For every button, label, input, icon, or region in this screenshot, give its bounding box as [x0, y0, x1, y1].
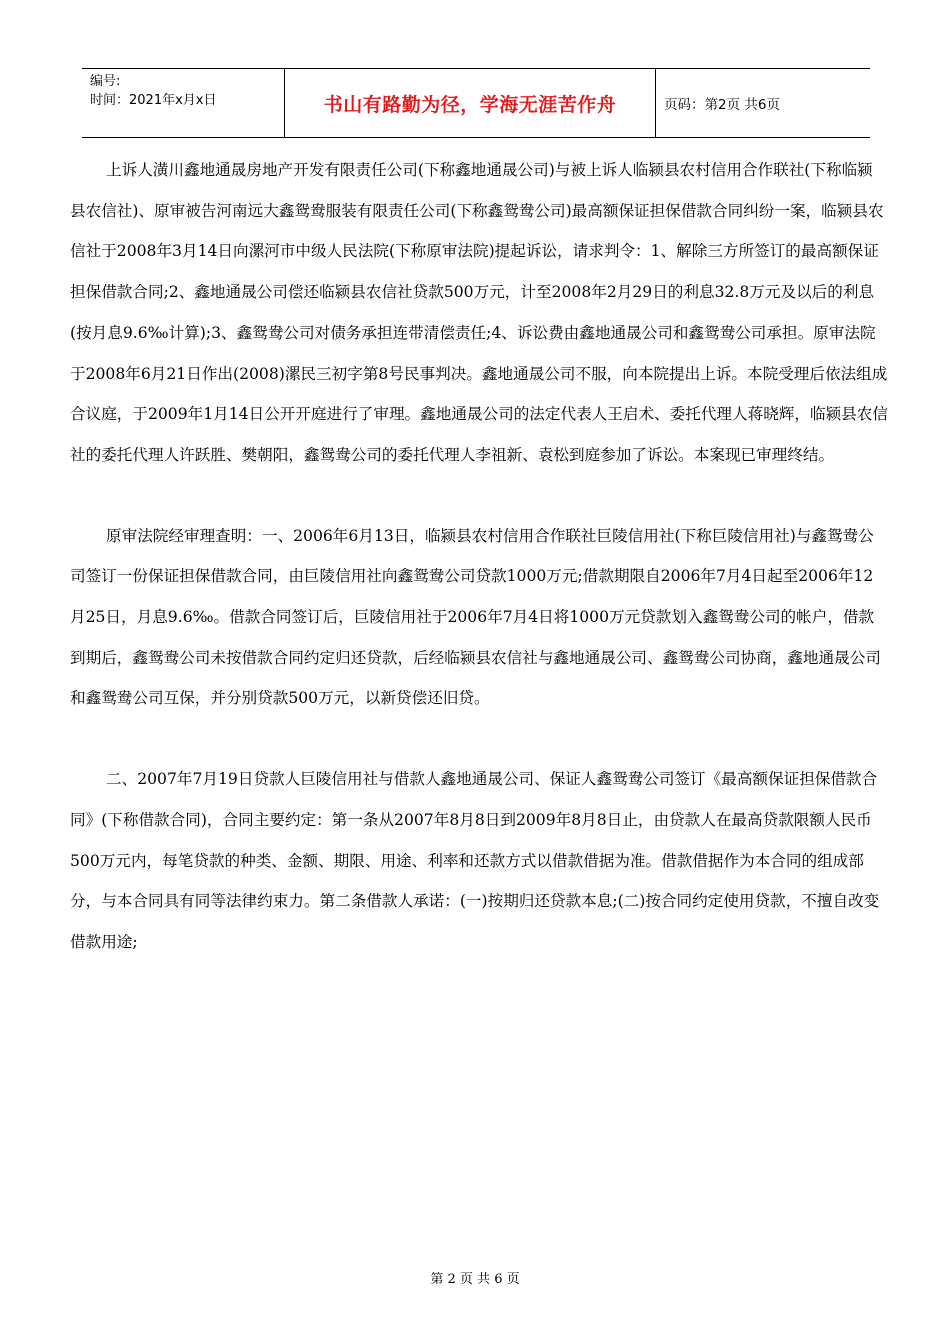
document-date: 时间：2021年x月x日	[90, 93, 217, 108]
paragraph-3: 二、2007年7月19日贷款人巨陵信用社与借款人鑫地通晟公司、保证人鑫鸳鸯公司签订《最高额保证担保借款合同》(下称借款合同)，合同主要约定：第一条从2007年8月8日到2009年8月8日止，由贷款人在最高贷款限额人民币500万元内，每笔贷款的种类、金额、期限、用途、利率和还款方式以借款借据为准。借款借据作为本合同的组成部分，与本合同具有同等法律约束力。第二条借款人承诺：(一)按期归还贷款本息;(二)按合同约定使用贷款，不擅自改变借款用途;	[70, 770, 880, 951]
header-page-number: 页码：第2页 共6页	[664, 97, 780, 113]
header-motto: 书山有路勤为径，学海无涯苦作舟	[284, 69, 656, 137]
page-header	[82, 68, 870, 138]
document-body	[70, 150, 888, 963]
document-number: 编号:	[90, 74, 121, 89]
paragraph-2: 原审法院经审理查明：一、2006年6月13日，临颍县农村信用合作联社巨陵信用社(下称巨陵信用社)与鑫鸳鸯公司签订一份保证担保借款合同，由巨陵信用社向鑫鸳鸯公司贷款1000万元;借款期限自2006年7月4日起至2006年12月25日，月息9.6‰。借款合同签订后，巨陵信用社于2006年7月4日将1000万元贷款划入鑫鸳鸯公司的帐户，借款到期后，鑫鸳鸯公司未按借款合同约定归还贷款，后经临颍县农信社与鑫地通晟公司、鑫鸳鸯公司协商，鑫地通晟公司和鑫鸳鸯公司互保，并分别贷款500万元，以新贷偿还旧贷。	[70, 526, 881, 708]
header-meta	[82, 69, 284, 137]
paragraph-1: 上诉人潢川鑫地通晟房地产开发有限责任公司(下称鑫地通晟公司)与被上诉人临颍县农村信用合作联社(下称临颍县农信社)、原审被告河南远大鑫鸳鸯服装有限责任公司(下称鑫鸳鸯公司)最高额保证担保借款合同纠纷一案，临颍县农信社于2008年3月14日向漯河市中级人民法院(下称原审法院)提起诉讼，请求判令：1、解除三方所签订的最高额保证担保借款合同;2、鑫地通晟公司偿还临颍县农信社贷款500万元，计至2008年2月29日的利息32.8万元及以后的利息(按月息9.6‰计算);3、鑫鸳鸯公司对债务承担连带清偿责任;4、诉讼费由鑫地通晟公司和鑫鸳鸯公司承担。原审法院于2008年6月21日作出(2008)漯民三初字第8号民事判决。鑫地通晟公司不服，向本院提出上诉。本院受理后依法组成合议庭，于2009年1月14日公开开庭进行了审理。鑫地通晟公司的法定代表人王启术、委托代理人蒋晓辉，临颍县农信社的委托代理人许跃胜、樊朝阳，鑫鸳鸯公司的委托代理人李祖新、袁松到庭参加了诉讼。本案现已审理终结。	[70, 161, 888, 464]
page-footer: 第 2 页 共 6 页	[430, 1272, 520, 1287]
